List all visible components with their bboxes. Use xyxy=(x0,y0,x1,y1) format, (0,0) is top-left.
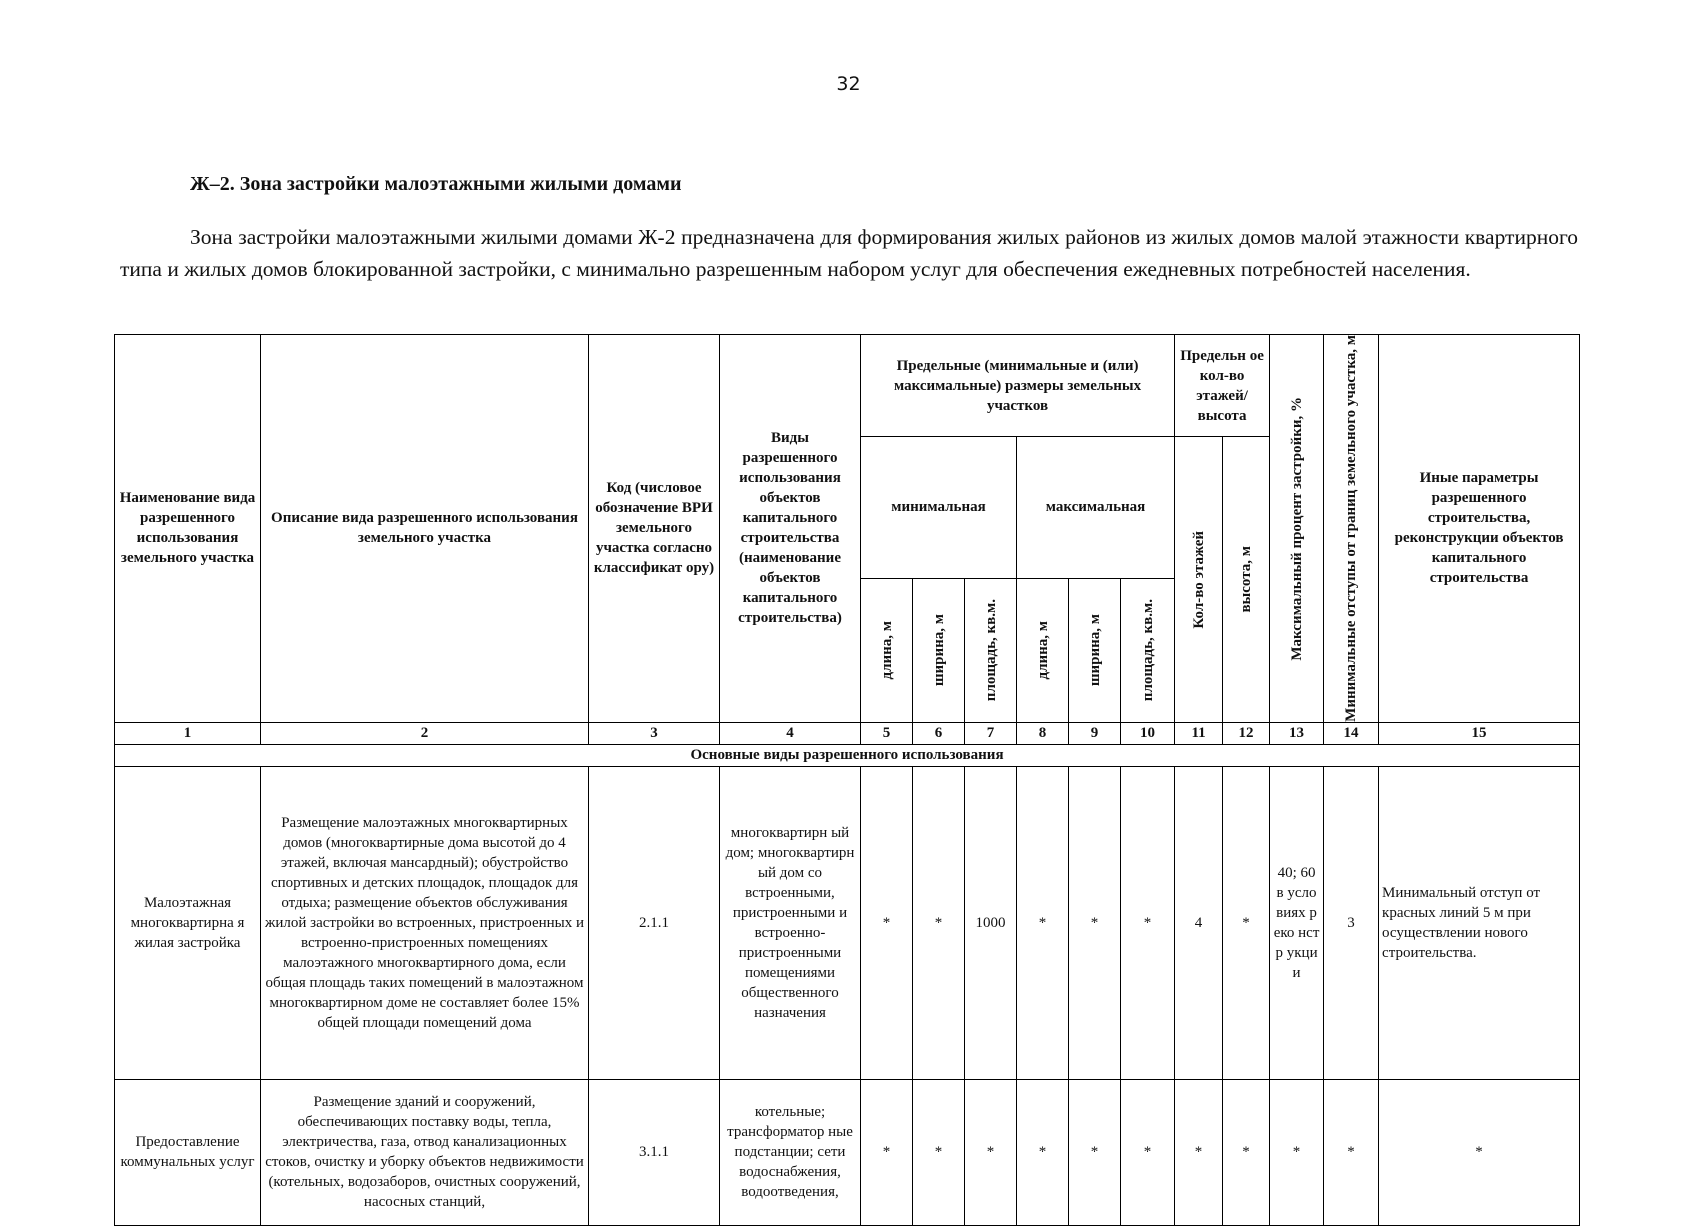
cell-coverage: 40; 60 в усло виях реко нстр укци и xyxy=(1270,766,1324,1079)
section-title: Основные виды разрешенного использования xyxy=(115,744,1580,766)
cell-objects: котельные; трансформатор ные подстанции; сети водоснабжения, водоотведения, xyxy=(720,1079,861,1225)
cell-description: Размещение малоэтажных многоквартирных домов (многоквартирные дома высотой до 4 этажей, включая мансардный); обустройство спортивных и детских площадок, площадок для отдыха; размещение объектов обслуживания жилой застройки во встроенных, пристроенных и встроенно-пристроенных помещениях малоэтажного многоквартирного дома, если общая площадь таких помещений в малоэтажном многоквартирном доме не составляет более 15% общей площади помещений дома xyxy=(261,766,589,1079)
cell-max-area: * xyxy=(1121,1079,1175,1225)
header-floors-text: Кол-во этажей xyxy=(1190,530,1207,629)
cell-min-length: * xyxy=(861,1079,913,1225)
header-height-text: высота, м xyxy=(1238,546,1255,613)
header-max-area-text: площадь, кв.м. xyxy=(1139,599,1156,702)
column-number: 8 xyxy=(1017,722,1069,744)
table-row xyxy=(115,766,1580,1079)
header-min-area-text: площадь, кв.м. xyxy=(982,599,999,702)
column-number: 5 xyxy=(861,722,913,744)
cell-min-width: * xyxy=(913,766,965,1079)
cell-max-area: * xyxy=(1121,766,1175,1079)
header-min-length-text: длина, м xyxy=(878,621,895,680)
column-number: 4 xyxy=(720,722,861,744)
header-name: Наименование вида разрешенного использования земельного участка xyxy=(115,335,261,723)
cell-min-length: * xyxy=(861,766,913,1079)
header-min-width-text: ширина, м xyxy=(930,614,947,687)
header-description: Описание вида разрешенного использования земельного участка xyxy=(261,335,589,723)
cell-height: * xyxy=(1223,766,1270,1079)
header-floors-limits: Предельн ое кол-во этажей/ высота xyxy=(1175,335,1270,437)
cell-name: Предоставление коммунальных услуг xyxy=(115,1079,261,1225)
column-number: 9 xyxy=(1069,722,1121,744)
header-plot-limits: Предельные (минимальные и (или) максимальные) размеры земельных участков xyxy=(861,335,1175,437)
table-row xyxy=(115,1079,1580,1225)
cell-description: Размещение зданий и сооружений, обеспечивающих поставку воды, тепла, электричества, газа, отвод канализационных стоков, очистку и уборку объектов недвижимости (котельных, водозаборов, очистных сооружений, насосных станций, xyxy=(261,1079,589,1225)
cell-setback: * xyxy=(1324,1079,1379,1225)
cell-max-length: * xyxy=(1017,766,1069,1079)
cell-other: Минимальный отступ от красных линий 5 м при осуществлении нового строительства. xyxy=(1379,766,1580,1079)
header-height xyxy=(1223,437,1270,723)
intro-paragraph: Зона застройки малоэтажными жилыми домами Ж-2 предназначена для формирования жилых районов из жилых домов малой этажности квартирного типа и жилых домов блокированной застройки, с минимально разрешенным набором услуг для обеспечения ежедневных потребностей населения. xyxy=(120,225,1578,281)
cell-max-length: * xyxy=(1017,1079,1069,1225)
cell-other: * xyxy=(1379,1079,1580,1225)
cell-setback: 3 xyxy=(1324,766,1379,1079)
header-max-coverage-text: Максимальный процент застройки, % xyxy=(1288,396,1305,661)
cell-height: * xyxy=(1223,1079,1270,1225)
cell-objects: многоквартирн ый дом; многоквартирн ый дом со встроенными, пристроенными и встроенно-пристроенными помещениями общественного назначения xyxy=(720,766,861,1079)
cell-code: 2.1.1 xyxy=(589,766,720,1079)
column-number: 13 xyxy=(1270,722,1324,744)
header-max-width xyxy=(1069,578,1121,722)
header-maximal: максимальная xyxy=(1017,437,1175,579)
header-min-area xyxy=(965,578,1017,722)
cell-floors: * xyxy=(1175,1079,1223,1225)
page-number: 32 xyxy=(836,73,861,95)
header-max-width-text: ширина, м xyxy=(1086,614,1103,687)
header-objects: Виды разрешенного использования объектов капитального строительства (наименование объектов капитального строительства) xyxy=(720,335,861,723)
header-floors xyxy=(1175,437,1223,723)
zoning-table xyxy=(114,334,1580,1226)
cell-floors: 4 xyxy=(1175,766,1223,1079)
column-number: 15 xyxy=(1379,722,1580,744)
cell-max-width: * xyxy=(1069,766,1121,1079)
header-max-length-text: длина, м xyxy=(1034,621,1051,680)
header-max-coverage xyxy=(1270,335,1324,723)
header-code: Код (числовое обозначение ВРИ земельного участка согласно классификат ору) xyxy=(589,335,720,723)
header-max-area xyxy=(1121,578,1175,722)
column-number: 12 xyxy=(1223,722,1270,744)
column-number: 7 xyxy=(965,722,1017,744)
section-heading: Ж–2. Зона застройки малоэтажными жилыми домами xyxy=(190,173,682,195)
header-min-setbacks-text: Минимальные отступы от границ земельного участка, м xyxy=(1343,335,1360,722)
cell-min-area: 1000 xyxy=(965,766,1017,1079)
header-min-length xyxy=(861,578,913,722)
column-number: 1 xyxy=(115,722,261,744)
column-number: 11 xyxy=(1175,722,1223,744)
column-number: 14 xyxy=(1324,722,1379,744)
column-number: 3 xyxy=(589,722,720,744)
header-max-length xyxy=(1017,578,1069,722)
cell-coverage: * xyxy=(1270,1079,1324,1225)
column-number: 6 xyxy=(913,722,965,744)
header-min-setbacks xyxy=(1324,335,1379,723)
cell-min-width: * xyxy=(913,1079,965,1225)
column-number-row xyxy=(115,722,1580,744)
cell-name: Малоэтажная многоквартирна я жилая застройка xyxy=(115,766,261,1079)
header-min-width xyxy=(913,578,965,722)
header-minimal: минимальная xyxy=(861,437,1017,579)
cell-code: 3.1.1 xyxy=(589,1079,720,1225)
cell-min-area: * xyxy=(965,1079,1017,1225)
column-number: 2 xyxy=(261,722,589,744)
header-other-params: Иные параметры разрешенного строительства, реконструкции объектов капитального строительства xyxy=(1379,335,1580,723)
cell-max-width: * xyxy=(1069,1079,1121,1225)
column-number: 10 xyxy=(1121,722,1175,744)
